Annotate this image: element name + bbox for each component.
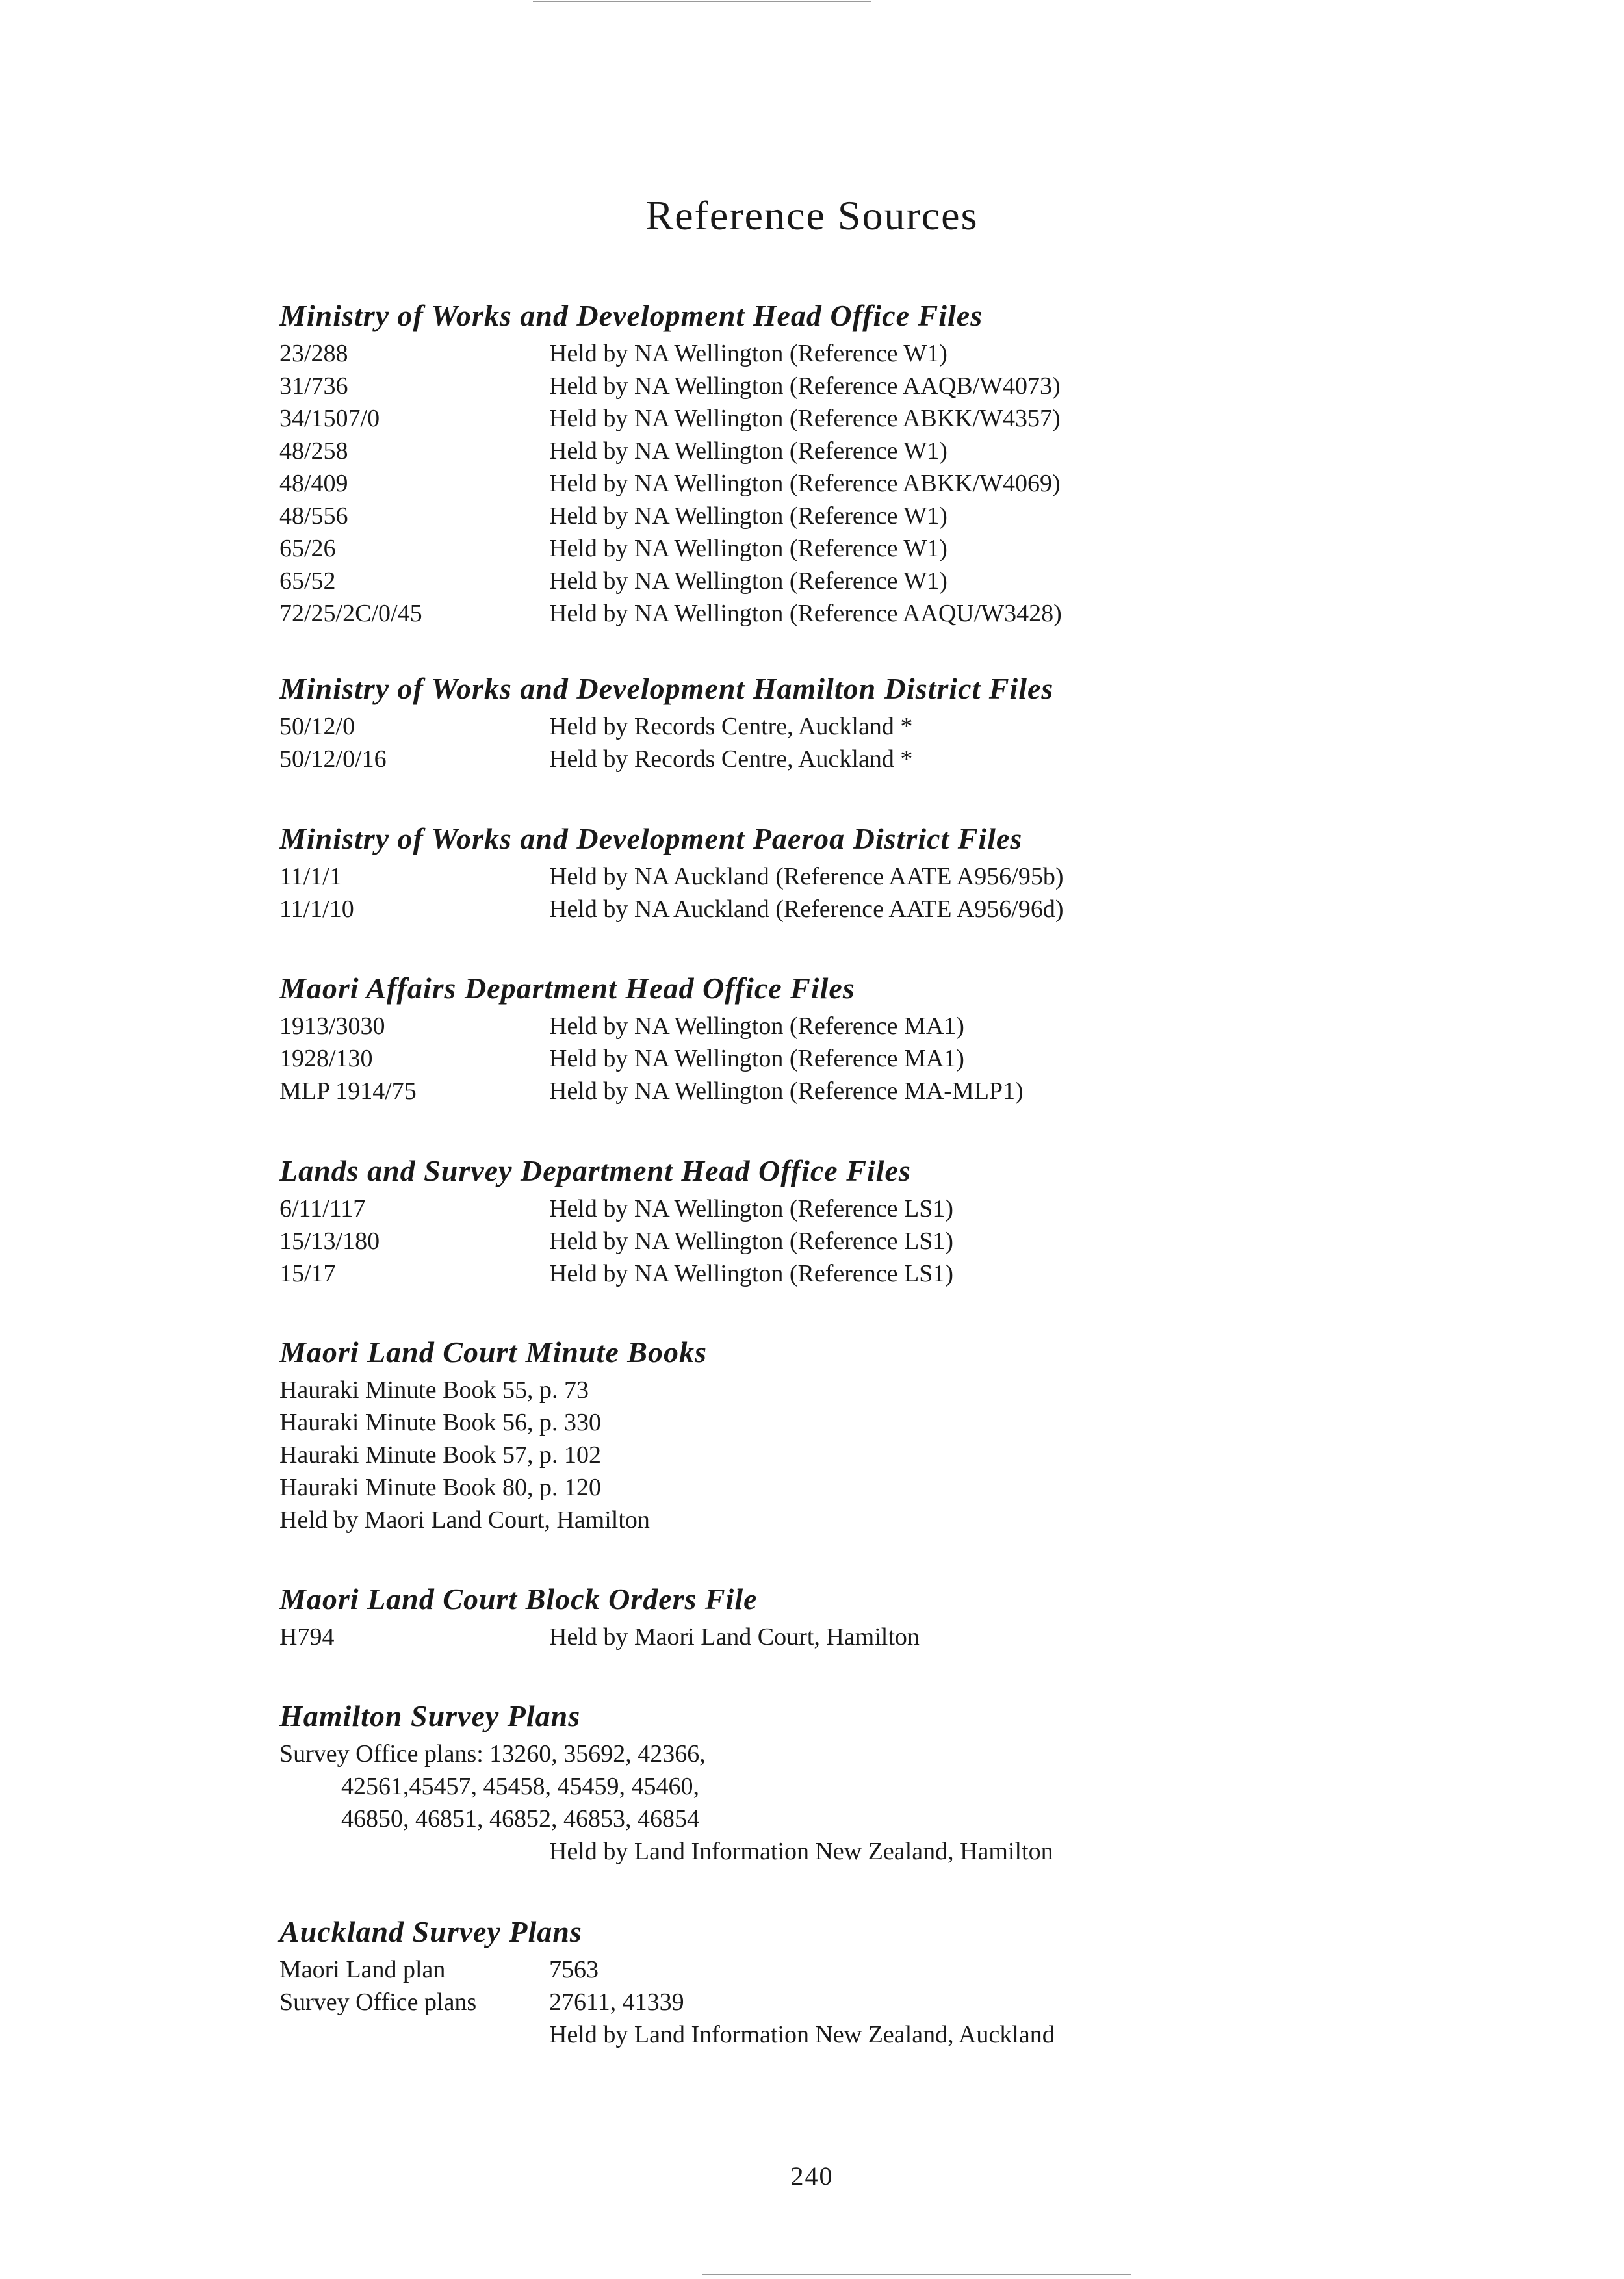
- table-row: [279, 1621, 1514, 1653]
- table-row: [279, 2018, 1514, 2051]
- file-location: Held by NA Wellington (Reference MA1): [549, 1045, 964, 1072]
- table-row: [279, 597, 1514, 630]
- table-row: [279, 565, 1514, 597]
- section-mowd-head-office: [279, 294, 1514, 630]
- file-location: Held by Records Centre, Auckland *: [549, 713, 913, 740]
- section-auckland-survey: [279, 1911, 1514, 2051]
- list-item: 42561,45457, 45458, 45459, 45460,: [341, 1773, 699, 1800]
- table-row: [279, 1986, 1514, 2018]
- file-code: 48/258: [279, 437, 348, 465]
- file-location: Held by Land Information New Zealand, Hamilton: [549, 1838, 1053, 1865]
- section-heading: Maori Affairs Department Head Office Files: [279, 972, 855, 1005]
- top-scan-line: [533, 1, 871, 2]
- section-heading: Ministry of Works and Development Head Office Files: [279, 299, 983, 332]
- file-location: Held by NA Wellington (Reference MA1): [549, 1012, 964, 1040]
- section-heading: Ministry of Works and Development Hamilton District Files: [279, 672, 1054, 705]
- table-row: [279, 860, 1514, 893]
- section-lands-survey: [279, 1150, 1514, 1290]
- section-block-orders: [279, 1578, 1514, 1653]
- list-item: Hauraki Minute Book 55, p. 73: [279, 1376, 589, 1404]
- section-mowd-paeroa: [279, 818, 1514, 925]
- file-code: 1928/130: [279, 1045, 373, 1072]
- plan-type: Survey Office plans: [279, 1989, 477, 2016]
- table-row: [279, 1192, 1514, 1225]
- list-item: Survey Office plans: 13260, 35692, 42366,: [279, 1740, 706, 1768]
- table-row: [279, 710, 1514, 743]
- file-location: Held by NA Wellington (Reference W1): [549, 535, 947, 562]
- plan-type: Maori Land plan: [279, 1956, 446, 1983]
- table-row: [279, 1042, 1514, 1075]
- file-location: Held by NA Wellington (Reference MA-MLP1): [549, 1077, 1024, 1105]
- table-row: [279, 1953, 1514, 1986]
- table-row: [279, 893, 1514, 925]
- table-row: [279, 337, 1514, 370]
- section-minute-books: [279, 1331, 1514, 1536]
- table-row: [279, 1835, 1514, 1868]
- file-code: 48/556: [279, 502, 348, 530]
- list-item: 46850, 46851, 46852, 46853, 46854: [341, 1805, 699, 1833]
- file-location: Held by NA Wellington (Reference W1): [549, 502, 947, 530]
- section-heading: Lands and Survey Department Head Office Files: [279, 1154, 911, 1187]
- list-item: Hauraki Minute Book 80, p. 120: [279, 1474, 602, 1501]
- file-location: Held by NA Wellington (Reference AAQU/W3428): [549, 600, 1062, 627]
- file-location: Held by NA Wellington (Reference W1): [549, 437, 947, 465]
- file-code: 34/1507/0: [279, 405, 380, 432]
- file-location: Held by NA Wellington (Reference W1): [549, 567, 947, 595]
- file-location: Held by NA Wellington (Reference W1): [549, 340, 947, 367]
- file-code: 72/25/2C/0/45: [279, 600, 422, 627]
- file-location: Held by NA Auckland (Reference AATE A956/95b): [549, 863, 1064, 890]
- entry-list: [279, 1192, 1514, 1290]
- entry-list: [279, 1374, 1514, 1536]
- file-code: 15/13/180: [279, 1228, 380, 1255]
- entry-list: [279, 710, 1514, 775]
- list-item: Held by Maori Land Court, Hamilton: [279, 1506, 650, 1534]
- file-code: 15/17: [279, 1260, 336, 1287]
- file-code: 6/11/117: [279, 1195, 366, 1222]
- table-row: [279, 743, 1514, 775]
- section-heading: Hamilton Survey Plans: [279, 1699, 581, 1732]
- entry-list: [279, 860, 1514, 925]
- page-title: Reference Sources: [645, 192, 979, 238]
- file-location: Held by Land Information New Zealand, Auckland: [549, 2021, 1055, 2048]
- section-heading: Maori Land Court Minute Books: [279, 1335, 707, 1369]
- file-location: Held by NA Wellington (Reference AAQB/W4073): [549, 372, 1061, 400]
- file-location: Held by Maori Land Court, Hamilton: [549, 1623, 920, 1651]
- file-code: 11/1/1: [279, 863, 342, 890]
- file-code: 11/1/10: [279, 895, 354, 923]
- entry-list: [279, 1010, 1514, 1107]
- file-code: 50/12/0: [279, 713, 355, 740]
- file-code: 65/26: [279, 535, 336, 562]
- table-row: [279, 467, 1514, 500]
- table-row: [279, 1257, 1514, 1290]
- entry-list: [279, 1953, 1514, 2051]
- entry-list: [279, 337, 1514, 630]
- table-row: [279, 1075, 1514, 1107]
- file-location: Held by Records Centre, Auckland *: [549, 745, 913, 773]
- file-location: Held by NA Auckland (Reference AATE A956/96d): [549, 895, 1064, 923]
- table-row: [279, 1010, 1514, 1042]
- file-code: 23/288: [279, 340, 348, 367]
- table-row: [279, 435, 1514, 467]
- file-code: 50/12/0/16: [279, 745, 387, 773]
- file-code: 48/409: [279, 470, 348, 497]
- section-heading: Maori Land Court Block Orders File: [279, 1582, 758, 1616]
- file-code: 1913/3030: [279, 1012, 385, 1040]
- list-item: Hauraki Minute Book 57, p. 102: [279, 1441, 602, 1469]
- section-hamilton-survey: [279, 1695, 1514, 1868]
- table-row: [279, 370, 1514, 402]
- file-location: Held by NA Wellington (Reference LS1): [549, 1195, 954, 1222]
- table-row: [279, 402, 1514, 435]
- plan-numbers: 27611, 41339: [549, 1989, 684, 2016]
- section-heading: Auckland Survey Plans: [279, 1915, 582, 1948]
- section-mowd-hamilton: [279, 667, 1514, 775]
- entry-list: [279, 1621, 1514, 1653]
- file-code: H794: [279, 1623, 335, 1651]
- page-number: 240: [790, 2161, 834, 2191]
- file-location: Held by NA Wellington (Reference LS1): [549, 1260, 954, 1287]
- list-item: Hauraki Minute Book 56, p. 330: [279, 1409, 602, 1436]
- bottom-scan-line: [702, 2274, 1131, 2275]
- table-row: [279, 500, 1514, 532]
- file-location: Held by NA Wellington (Reference ABKK/W4069): [549, 470, 1061, 497]
- file-location: Held by NA Wellington (Reference LS1): [549, 1228, 954, 1255]
- section-heading: Ministry of Works and Development Paeroa District Files: [279, 822, 1023, 855]
- file-code: 65/52: [279, 567, 336, 595]
- file-location: Held by NA Wellington (Reference ABKK/W4357): [549, 405, 1061, 432]
- plan-numbers: 7563: [549, 1956, 599, 1983]
- file-code: 31/736: [279, 372, 348, 400]
- section-maori-affairs: [279, 967, 1514, 1107]
- table-row: [279, 1225, 1514, 1257]
- table-row: [279, 532, 1514, 565]
- entry-list: [279, 1738, 1514, 1868]
- file-code: MLP 1914/75: [279, 1077, 417, 1105]
